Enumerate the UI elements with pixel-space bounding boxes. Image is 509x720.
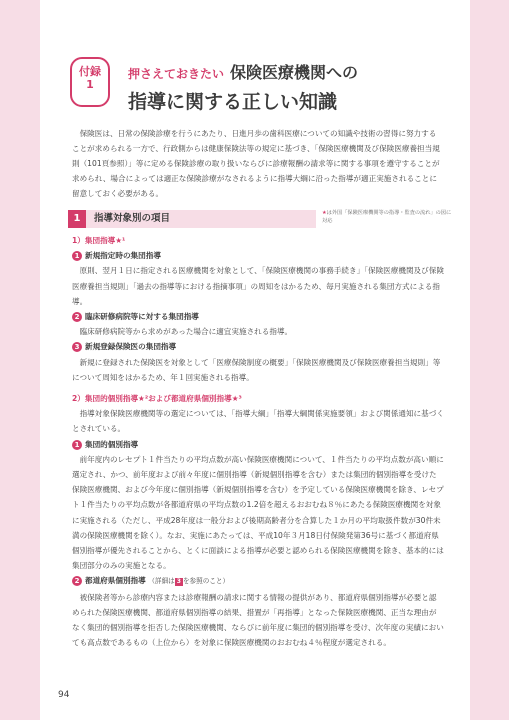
item-heading xyxy=(72,339,444,354)
section-heading xyxy=(68,210,316,228)
item-heading xyxy=(72,248,444,263)
item-title: 都道府県個別指導 xyxy=(85,576,146,586)
title-prefix: 押さえておきたい xyxy=(128,67,225,81)
item-title: 集団的個別指導 xyxy=(85,439,139,449)
note-star: ★ xyxy=(322,210,327,216)
subheading-individual-guidance: 2）集団的個別指導★²および都道府県個別指導★³ xyxy=(72,394,242,404)
item-number: 3 xyxy=(72,342,82,352)
item-reference: （詳細は 3 を参照のこと） xyxy=(148,577,230,586)
note-text: は外国「保険医療機関等の指導・監査の流れ」の図に対応 xyxy=(322,210,452,224)
section-note xyxy=(322,209,452,225)
subheading-group-guidance: 1）集団指導★¹ xyxy=(72,236,126,245)
body-text xyxy=(72,233,444,650)
item-number: 1 xyxy=(72,251,82,261)
item-paragraph: 原則、翌月１日に指定される医療機関を対象として、「保険医療機関の事務手続き」「保険医療機関及び保険医療養担当規則」「過去の指導等における指摘事項」の周知をはかるため、毎月実施される集団方式による指導。 xyxy=(72,266,444,306)
item-number: 2 xyxy=(72,576,82,586)
page-title-line1 xyxy=(128,60,358,83)
item-paragraph: 前年度内のレセプト１件当たりの平均点数が高い保険医療機関について、１件当たりの平均点数が高い順に選定され、かつ、前年度および前々年度に個別指導（新規個別指導を含む）または集団的個別指導を受けた保険医療機関、および今年度に個別指導（新規個別指導を含む）を予定している保険医療機関を除き、レセプト１件当たりの平均点数が各都道府県の平均点数の1.2倍を超えるおおむね８％にあたる保険医療機関を対象に実施される（ただし、平成28年度は一般分および後期高齢者分を合算した１か月の平均取扱件数が30件未満の保険医療機関を除く）。なお、実施にあたっては、平成10年３月18日付保険発第36号に基づく都道府県個別指導が優先されることから、とくに面談による指導が必要と認められる保険医療機関を除き、基本的には集団部分のみの実施となる。 xyxy=(72,454,444,571)
item-title: 新規登録保険医の集団指導 xyxy=(85,342,177,352)
item-paragraph: 臨床研修病院等から求めがあった場合に適宜実施される指導。 xyxy=(79,327,293,337)
item-title: 新規指定時の集団指導 xyxy=(85,251,161,261)
title-main-1: 保険医療機関への xyxy=(230,63,359,82)
item-paragraph: 被保険者等から診療内容または診療報酬の請求に関する情報の提供があり、都道府県個別指導が必要と認められた保険医療機関、都道府県個別指導の結果、措置が「再指導」となった保険医療機関、正当な理由がなく集団的個別指導を拒否した保険医療機関、ならびに前年度に集団的個別指導を受け、次年度の実績においても高点数であるもの（上位から）を対象に保険医療機関のおおむね４％程度が選定される。 xyxy=(72,592,444,648)
item-number: 1 xyxy=(72,440,82,450)
item-paragraph: 新規に登録された保険医を対象として「医療保険制度の概要」「保険医療機関及び保険医療養担当規則」等について周知をはかるため、年１回実施される指導。 xyxy=(72,357,441,382)
item-heading xyxy=(72,573,444,589)
reference-number: 3 xyxy=(176,578,181,586)
appendix-badge xyxy=(70,57,110,107)
intro-text xyxy=(72,126,442,201)
item-heading xyxy=(72,437,444,452)
page xyxy=(40,0,470,720)
section-number: 1 xyxy=(68,210,86,228)
page-title-line2: 指導に関する正しい知識 xyxy=(128,91,338,113)
item-heading xyxy=(72,309,444,324)
intro-paragraph: 保険医は、日常の保険診療を行うにあたり、日進月歩の歯科医療についての知識や技術の習得に努力することが求められる一方で、行政側からは健康保険法等の規定に基づき、「保険医療機関及び保険医療養担当規則（101頁参照）」等に定める保険診療の取り扱いならびに診療報酬の請求等に関する事項を遵守することが求められ、場合によっては適正な保険診療がなされるように指導大綱に沿った指導が適正実施されることに留意しておく必要がある。 xyxy=(72,129,440,198)
section-label: 指導対象別の項目 xyxy=(94,213,171,224)
item-number: 2 xyxy=(72,312,82,322)
item-title: 臨床研修病院等に対する集団指導 xyxy=(85,312,199,322)
sub2-paragraph: 指導対象保険医療機関等の選定については、「指導大綱」「指導大綱関係実施要領」および関係通知に基づくとされている。 xyxy=(72,409,444,434)
badge-label: 付録 xyxy=(79,65,101,78)
page-number: 94 xyxy=(58,690,70,700)
badge-number: 1 xyxy=(86,78,94,91)
